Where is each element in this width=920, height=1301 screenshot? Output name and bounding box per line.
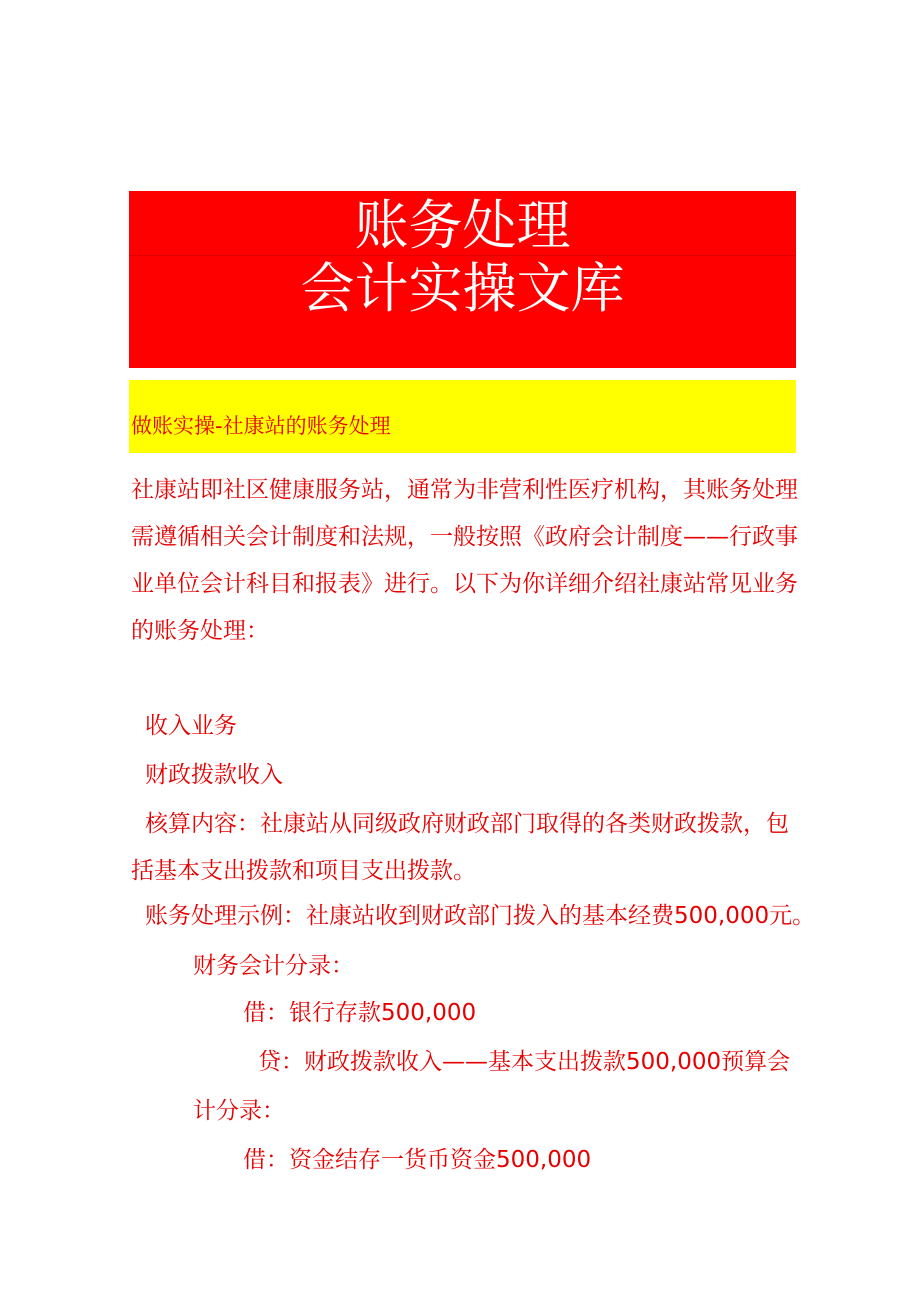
banner-title-line2: 会计实操文库 — [300, 257, 625, 320]
example-line: 账务处理示例：社康站收到财政部门拨入的基本经费500,000元。 — [145, 903, 816, 929]
credit-entry-1: 贷：财政拨款收入——基本支出拨款500,000预算会 — [258, 1049, 791, 1075]
section-heading-income: 收入业务 — [145, 713, 237, 739]
debit-entry-1: 借：银行存款500,000 — [243, 1000, 477, 1026]
financial-entry-label: 财务会计分录： — [193, 953, 354, 979]
intro-paragraph: 社康站即社区健康服务站，通常为非营利性医疗机构，其账务处理需遵循相关会计制度和法规，一般按照《政府会计制度——行政事业单位会计科目和报表》进行。以下为你详细介绍社康站常见业务的账务处理： — [131, 477, 798, 644]
content-line-2: 括基本支出拨款和项目支出拨款。 — [131, 858, 476, 884]
subtitle: 做账实操-社康站的账务处理 — [131, 414, 391, 438]
subtitle-box — [129, 380, 796, 453]
debit-entry-2: 借：资金结存一货币资金500,000 — [243, 1147, 592, 1173]
title-banner — [129, 191, 796, 368]
section-heading-fiscal: 财政拨款收入 — [145, 762, 283, 788]
budget-entry-label: 计分录： — [193, 1098, 285, 1124]
banner-title-line1: 账务处理 — [354, 194, 571, 257]
content-line-1: 核算内容：社康站从同级政府财政部门取得的各类财政拨款，包 — [145, 811, 789, 837]
